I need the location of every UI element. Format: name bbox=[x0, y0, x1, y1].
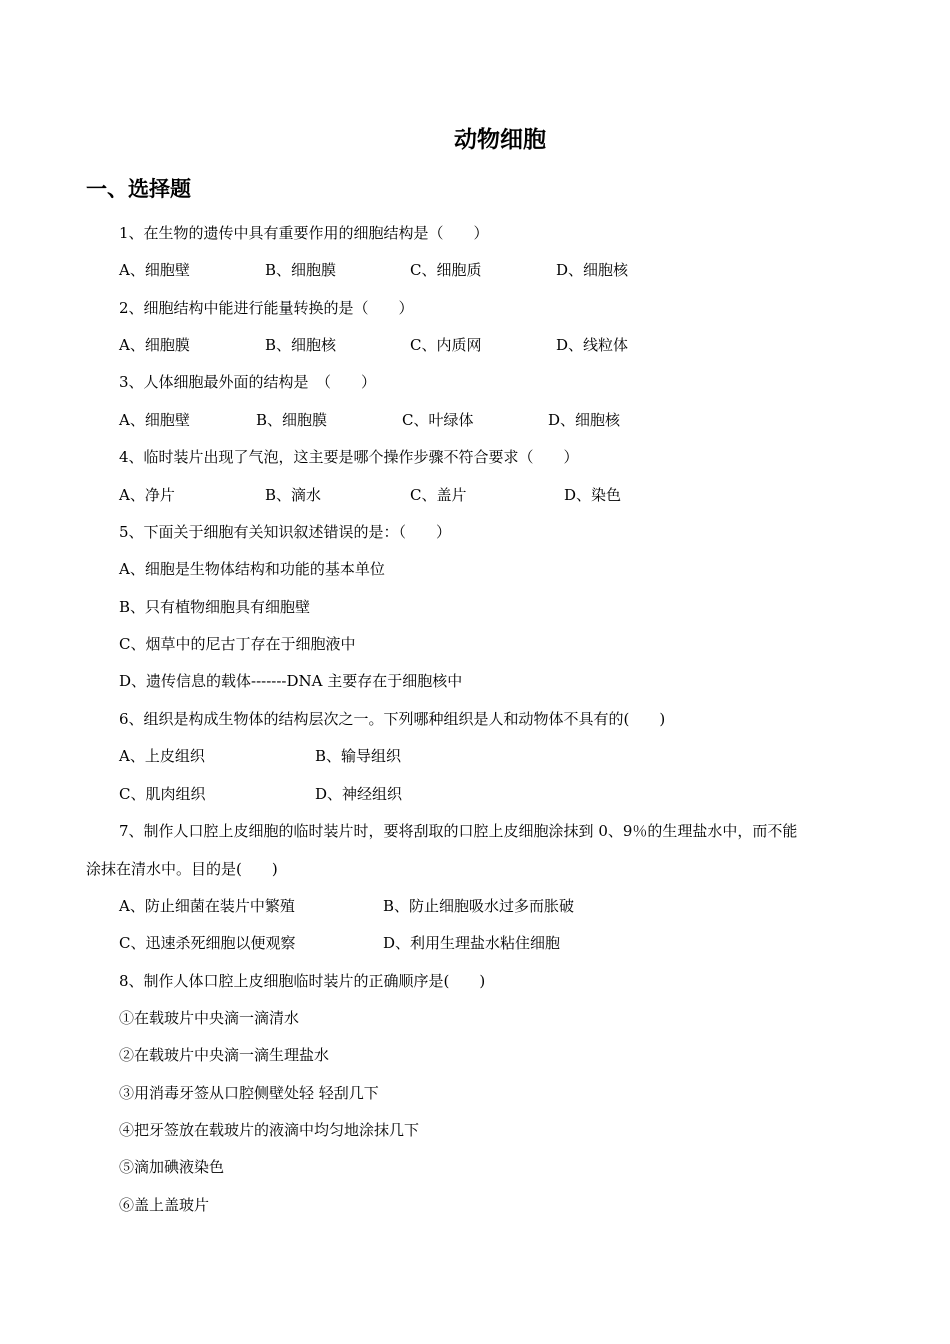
option-d: D、细胞核 bbox=[548, 411, 621, 429]
option-d: D、细胞核 bbox=[556, 261, 629, 279]
option-d: D、利用生理盐水粘住细胞 bbox=[383, 934, 561, 952]
option-a: A、细胞膜 bbox=[119, 336, 190, 354]
option-b: B、细胞膜 bbox=[265, 261, 337, 279]
question-2-stem: 2、细胞结构中能进行能量转换的是（ ） bbox=[119, 299, 414, 317]
question-1-stem: 1、在生物的遗传中具有重要作用的细胞结构是（ ） bbox=[119, 224, 489, 242]
option-b: B、细胞核 bbox=[265, 336, 337, 354]
question-6-stem: 6、组织是构成生物体的结构层次之一。下列哪种组织是人和动物体不具有的( ) bbox=[119, 710, 666, 728]
question-8-stem: 8、制作人体口腔上皮细胞临时装片的正确顺序是( ) bbox=[119, 972, 486, 990]
question-8-step-6: ⑥盖上盖玻片 bbox=[119, 1196, 210, 1214]
option-d: D、线粒体 bbox=[556, 336, 629, 354]
option-d: D、染色 bbox=[564, 486, 622, 504]
option-a: A、细胞壁 bbox=[119, 411, 190, 429]
question-8-step-1: ①在载玻片中央滴一滴清水 bbox=[119, 1009, 300, 1027]
question-5-option-d: D、遗传信息的载体-------DNA 主要存在于细胞核中 bbox=[119, 672, 463, 690]
option-a: A、净片 bbox=[119, 486, 175, 504]
option-c: C、内质网 bbox=[410, 336, 482, 354]
question-8-step-3: ③用消毒牙签从口腔侧壁处轻 轻刮几下 bbox=[119, 1084, 379, 1102]
question-7-stem-continued: 涂抹在清水中。目的是( ) bbox=[86, 860, 278, 878]
option-c: C、迅速杀死细胞以便观察 bbox=[119, 934, 296, 952]
document-title: 动物细胞 bbox=[454, 127, 546, 153]
option-a: A、防止细菌在装片中繁殖 bbox=[119, 897, 295, 915]
question-4-stem: 4、临时装片出现了气泡，这主要是哪个操作步骤不符合要求（ ） bbox=[119, 448, 579, 466]
question-5-option-b: B、只有植物细胞具有细胞壁 bbox=[119, 598, 311, 616]
option-a: A、上皮组织 bbox=[119, 747, 205, 765]
section-heading: 一、选择题 bbox=[86, 177, 191, 201]
option-b: B、防止细胞吸水过多而胀破 bbox=[383, 897, 575, 915]
option-b: B、滴水 bbox=[265, 486, 322, 504]
question-3-stem: 3、人体细胞最外面的结构是 （ ） bbox=[119, 373, 377, 391]
option-c: C、肌肉组织 bbox=[119, 785, 206, 803]
option-c: C、细胞质 bbox=[410, 261, 482, 279]
option-a: A、细胞壁 bbox=[119, 261, 190, 279]
question-8-step-4: ④把牙签放在载玻片的液滴中均匀地涂抹几下 bbox=[119, 1121, 420, 1139]
option-b: B、细胞膜 bbox=[256, 411, 328, 429]
question-5-option-a: A、细胞是生物体结构和功能的基本单位 bbox=[119, 560, 385, 578]
question-5-stem: 5、下面关于细胞有关知识叙述错误的是：（ ） bbox=[119, 523, 452, 541]
question-5-option-c: C、烟草中的尼古丁存在于细胞液中 bbox=[119, 635, 356, 653]
option-b: B、输导组织 bbox=[315, 747, 402, 765]
option-d: D、神经组织 bbox=[315, 785, 403, 803]
question-8-step-5: ⑤滴加碘液染色 bbox=[119, 1158, 225, 1176]
question-7-stem: 7、制作人口腔上皮细胞的临时装片时，要将刮取的口腔上皮细胞涂抹到 0、9％的生理盐水中，而不能 bbox=[119, 822, 798, 840]
question-8-step-2: ②在载玻片中央滴一滴生理盐水 bbox=[119, 1046, 330, 1064]
option-c: C、叶绿体 bbox=[402, 411, 474, 429]
option-c: C、盖片 bbox=[410, 486, 467, 504]
